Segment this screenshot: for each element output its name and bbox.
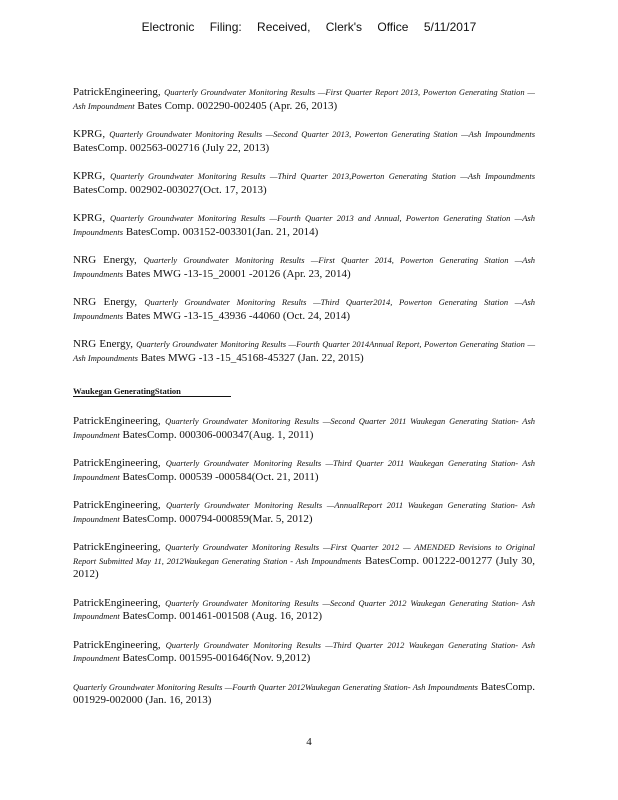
- reference-author: NRG Energy,: [73, 296, 138, 308]
- reference-title: Quarterly Groundwater Monitoring Results —Third Quarter 2011 Waukegan Generating Station- Ash Impoundment: [73, 458, 536, 482]
- reference-bates-citation: Bates MWG -13 -15_45168-45327 (Jan. 22, 2015): [140, 351, 364, 364]
- reference-entry: [73, 212, 535, 239]
- reference-author: PatrickEngineering,: [73, 541, 161, 553]
- reference-title: Quarterly Groundwater Monitoring Results —Fourth Quarter 2012Waukegan Generating Station- Ash Impoundments: [73, 681, 478, 692]
- reference-entry: [73, 415, 535, 442]
- reference-author: KPRG,: [73, 170, 106, 182]
- reference-title: Quarterly Groundwater Monitoring Results —Fourth Quarter 2013 and Annual, Powerton Generating Station —Ash Impoundments: [73, 213, 535, 237]
- reference-entry: [73, 338, 535, 365]
- reference-bates-citation: BatesComp. 000794-000859(Mar. 5, 2012): [122, 512, 313, 525]
- reference-bates-citation: BatesComp. 002902-003027(Oct. 17, 2013): [73, 183, 267, 196]
- reference-author: NRG Energy,: [73, 338, 133, 350]
- reference-author: PatrickEngineering,: [73, 596, 161, 609]
- reference-bates-citation: Bates MWG -13-15_43936 -44060 (Oct. 24, 2014): [125, 309, 351, 322]
- reference-entry: [73, 296, 535, 323]
- page-number: 4: [306, 736, 312, 748]
- references-list: [73, 86, 535, 723]
- waukegan-references: [73, 415, 535, 708]
- reference-entry: [73, 681, 535, 708]
- reference-entry: [73, 457, 535, 484]
- reference-author: PatrickEngineering,: [73, 638, 161, 651]
- powerton-references: [73, 86, 535, 365]
- reference-title: Quarterly Groundwater Monitoring Results —Third Quarter 2012 Waukegan Generating Station- Ash Impoundment: [73, 639, 535, 663]
- reference-bates-citation: BatesComp. 001222-001277 (July 30, 2012): [73, 554, 536, 580]
- reference-entry: [73, 254, 535, 281]
- reference-bates-citation: BatesComp. 001461-001508 (Aug. 16, 2012): [122, 610, 323, 622]
- reference-author: KPRG,: [73, 128, 106, 140]
- reference-entry: [73, 170, 535, 197]
- reference-author: NRG Energy,: [73, 254, 137, 266]
- reference-title: Quarterly Groundwater Monitoring Results —First Quarter 2014, Powerton Generating Station —Ash Impoundments: [73, 255, 536, 279]
- reference-bates-citation: Bates Comp. 002290-002405 (Apr. 26, 2013): [137, 99, 338, 112]
- reference-title: Quarterly Groundwater Monitoring Results —Third Quarter2014, Powerton Generating Station —Ash Impoundments: [73, 297, 536, 321]
- reference-bates-citation: BatesComp. 003152-003301(Jan. 21, 2014): [125, 225, 319, 238]
- reference-bates-citation: Bates MWG -13-15_20001 -20126 (Apr. 23, 2014): [125, 267, 351, 280]
- reference-title: Quarterly Groundwater Monitoring Results —Second Quarter 2011 Waukegan Generating Station- Ash Impoundment: [73, 416, 535, 440]
- reference-title: Quarterly Groundwater Monitoring Results —First Quarter Report 2013, Powerton Generating Station —Ash Impoundment: [73, 87, 535, 111]
- reference-bates-citation: BatesComp. 001595-001646(Nov. 9,2012): [122, 652, 311, 664]
- reference-bates-citation: BatesComp. 002563-002716 (July 22, 2013): [73, 141, 270, 154]
- reference-author: PatrickEngineering,: [73, 415, 161, 427]
- reference-author: KPRG,: [73, 212, 106, 224]
- reference-entry: [73, 597, 535, 624]
- reference-author: PatrickEngineering,: [73, 499, 161, 511]
- section-heading: Waukegan GeneratingStation: [73, 386, 231, 397]
- filing-header: Electronic Filing: Received, Clerk's Office 5/11/2017: [141, 20, 477, 34]
- reference-title: Quarterly Groundwater Monitoring Results —First Quarter 2012 — AMENDED Revisions to Original Report Submitted May 11, 2012Waukegan Generating Station - Ash Impoundments: [73, 542, 535, 566]
- reference-title: Quarterly Groundwater Monitoring Results —Fourth Quarter 2014Annual Report, Powerton Generating Station —Ash Impoundments: [73, 339, 536, 363]
- reference-title: Quarterly Groundwater Monitoring Results —AnnualReport 2011 Waukegan Generating Station- Ash Impoundment: [73, 500, 536, 524]
- reference-title: Quarterly Groundwater Monitoring Results —Second Quarter 2013, Powerton Generating Station —Ash Impoundments: [109, 129, 535, 139]
- reference-entry: [73, 499, 535, 526]
- reference-bates-citation: BatesComp. 000539 -000584(Oct. 21, 2011): [122, 470, 319, 483]
- reference-entry: [73, 86, 535, 113]
- reference-entry: [73, 541, 535, 582]
- reference-author: PatrickEngineering,: [73, 457, 161, 469]
- reference-title: Quarterly Groundwater Monitoring Results —Third Quarter 2013,Powerton Generating Station —Ash Impoundments: [110, 171, 535, 181]
- reference-entry: [73, 128, 535, 155]
- reference-entry: [73, 639, 535, 666]
- reference-bates-citation: BatesComp. 000306-000347(Aug. 1, 2011): [122, 428, 314, 441]
- reference-title: Quarterly Groundwater Monitoring Results —Second Quarter 2012 Waukegan Generating Station- Ash Impoundment: [73, 597, 535, 621]
- reference-author: PatrickEngineering,: [73, 86, 161, 98]
- reference-bates-citation: BatesComp. 001929-002000 (Jan. 16, 2013): [73, 680, 535, 706]
